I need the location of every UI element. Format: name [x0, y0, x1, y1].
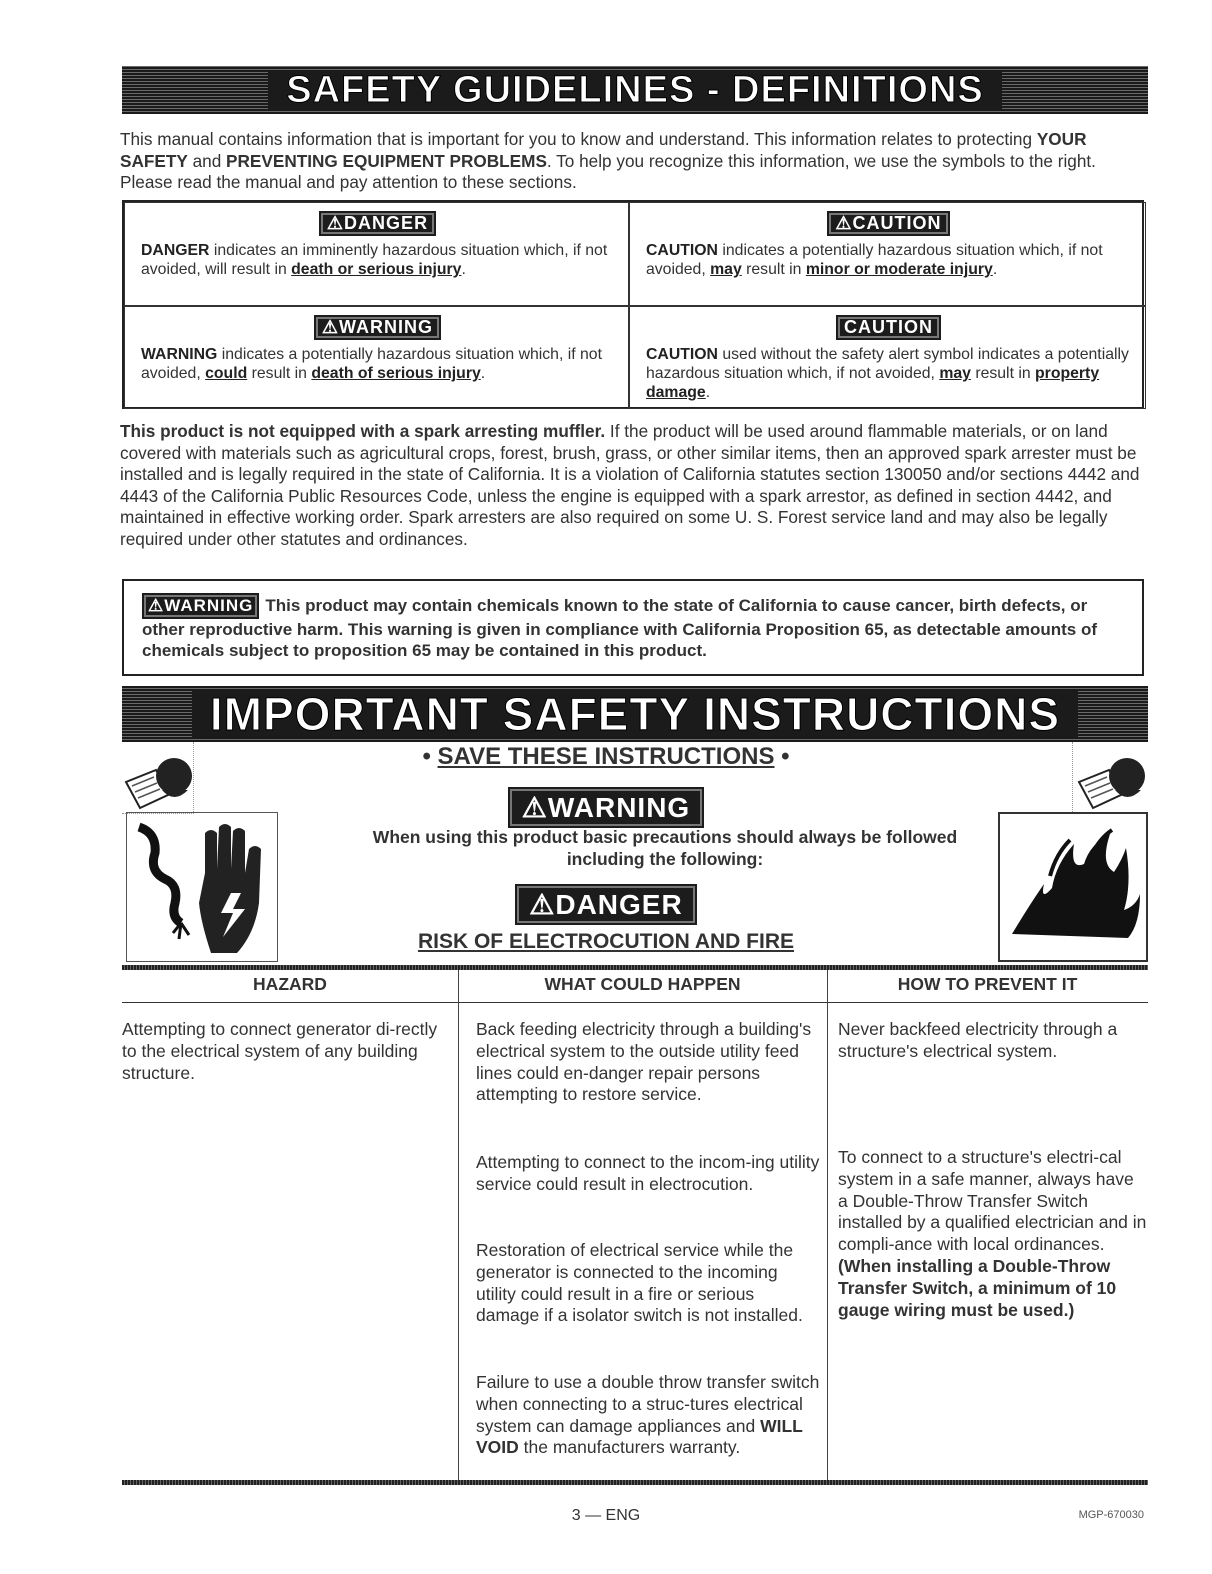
prevent-cell-2-text: To connect to a structure's electri-cal system in a safe manner, always have a Double-Throw Transfer Switch installed by a qualified electrician and in compli-ance with local ordinances. — [838, 1147, 1147, 1255]
caution-alert-may: may — [710, 261, 742, 278]
warning-definition — [124, 306, 629, 409]
warning-word: WARNING — [141, 346, 218, 363]
bullet-left: • — [422, 743, 431, 770]
danger-end: . — [461, 261, 466, 278]
column-divider-1 — [458, 970, 459, 1480]
header-how-to-prevent: HOW TO PREVENT IT — [897, 974, 1078, 994]
bullet-right: • — [781, 743, 790, 770]
risk-title: RISK OF ELECTROCUTION AND FIRE — [417, 930, 795, 953]
intro-text-1: This manual contains information that is important for you to know and understand. This information relates to protecting — [120, 129, 1037, 149]
important-safety-title: IMPORTANT SAFETY INSTRUCTIONS — [192, 691, 1078, 737]
spark-bold: This product is not equipped with a spark arresting muffler. — [120, 421, 606, 441]
column-divider-2 — [827, 970, 828, 1480]
what-cell-4-text1: Failure to use a double throw transfer switch when connecting to a struc-tures electrical system can damage appliances and — [476, 1372, 820, 1436]
intro-bold-preventing: PREVENTING EQUIPMENT PROBLEMS — [226, 150, 547, 171]
danger-emph: death or serious injury — [291, 261, 462, 278]
save-instructions-line — [0, 743, 1212, 771]
hazard-cell: Attempting to connect generator di-rectly to the electrical system of any building structure. — [122, 1019, 438, 1083]
prop65-text: This product may contain chemicals known to the state of California to cause cancer, birth defects, or other reproductive harm. This warning is given in compliance with California Proposition 65, as detectable amounts of chemicals subject to proposition 65 may be contained in this product. — [142, 596, 1098, 660]
danger-text: indicates an imminently hazardous situation which, if not avoided, will result in — [141, 242, 608, 278]
warning-text: indicates a potentially hazardous situation which, if not avoided, — [141, 346, 602, 382]
caution-plain-badge: CAUTION — [836, 315, 941, 340]
important-safety-banner — [122, 686, 1148, 742]
precautions-text: When using this product basic precautions should always be followed including the following: — [372, 827, 958, 869]
what-cell-4 — [476, 1372, 821, 1459]
intro-text-2: and — [187, 150, 227, 171]
intro-text-3: . To help you recognize this information, we use the symbols to the right. Please read the manual and pay attention to these sections. — [120, 150, 1096, 192]
what-cell-1: Back feeding electricity through a building's electrical system to the outside utility feed lines could en-danger repair persons attempting to restore service. — [476, 1019, 812, 1105]
table-top-rule — [122, 965, 1148, 970]
caution-alert-text: indicates a potentially hazardous situation which, if not avoided, — [646, 242, 1103, 278]
caution-alert-emph: minor or moderate injury — [805, 261, 993, 278]
table-bottom-rule — [122, 1480, 1148, 1485]
warning-emph: death of serious injury — [311, 365, 481, 382]
intro-paragraph — [120, 129, 1150, 194]
caution-alert-definition — [629, 202, 1146, 306]
prop65-badge: ⚠WARNING — [142, 593, 259, 619]
what-cell-4-bold: WILL VOID — [476, 1415, 803, 1458]
danger-badge: ⚠DANGER — [319, 211, 436, 236]
caution-plain-may: may — [939, 365, 971, 382]
caution-alert-badge: ⚠CAUTION — [827, 211, 949, 236]
header-what-could-happen: WHAT COULD HAPPEN — [544, 974, 741, 994]
caution-plain-emph: property damage — [646, 365, 1100, 401]
caution-alert-word: CAUTION — [646, 242, 718, 259]
header-rule — [122, 1002, 1148, 1003]
what-cell-3: Restoration of electrical service while the generator is connected to the incoming utility could result in a fire or serious damage if a isolator switch is not installed. — [476, 1240, 803, 1326]
intro-bold-your-safety: YOUR SAFETY — [120, 129, 1087, 171]
danger-badge-wrap — [0, 884, 1212, 925]
what-cell-4-text2: the manufacturers warranty. — [518, 1437, 741, 1458]
caution-plain-word: CAUTION — [646, 346, 718, 363]
caution-plain-end: . — [705, 384, 711, 401]
header-hazard: HAZARD — [253, 974, 327, 994]
page-number: 3 — ENG — [571, 1507, 641, 1524]
caution-alert-mid: result in — [741, 261, 806, 278]
save-instructions-text: SAVE THESE INSTRUCTIONS — [437, 743, 775, 770]
spark-text: If the product will be used around flammable materials, or on land covered with materials such as agricultural crops, forest, brush, grass, or other similar items, then an approved spark arrester must be installed and is legally required in the state of California. It is a violation of California statutes section 130050 and/or sections 4442 and 4443 of the California Public Resources Code, unless the engine is equipped with a spark arrestor, as defined in section 4442, and maintained in effective working order. Spark arresters are also required on some U. S. Forest service land and may also be legally required under other statutes and ordinances. — [120, 421, 1140, 549]
warning-badge-wrap — [0, 787, 1212, 828]
caution-alert-end: . — [992, 261, 998, 278]
danger-badge-large: ⚠DANGER — [515, 884, 696, 925]
warning-badge: ⚠WARNING — [314, 315, 441, 340]
safety-guidelines-title: SAFETY GUIDELINES - DEFINITIONS — [268, 71, 1001, 109]
warning-end: . — [480, 365, 486, 382]
prop65-warning-box — [122, 579, 1144, 676]
document-code: MGP-670030 — [1078, 1509, 1144, 1521]
danger-definition — [124, 202, 629, 306]
caution-plain-definition — [629, 306, 1146, 409]
caution-plain-text: used without the safety alert symbol indicates a potentially hazardous situation which, if not avoided, — [646, 346, 1129, 382]
spark-arrester-paragraph — [120, 421, 1150, 550]
danger-word: DANGER — [141, 242, 210, 259]
signal-word-table — [122, 200, 1144, 409]
warning-badge-large: ⚠WARNING — [508, 787, 704, 828]
safety-guidelines-banner — [122, 66, 1148, 114]
prevent-cell-1: Never backfeed electricity through a structure's electrical system. — [838, 1019, 1118, 1061]
warning-could: could — [205, 365, 248, 382]
what-cell-2: Attempting to connect to the incom-ing utility service could result in electrocution. — [476, 1152, 820, 1194]
warning-mid: result in — [247, 365, 312, 382]
prevent-cell-2 — [838, 1147, 1148, 1321]
prevent-cell-2-bold: (When installing a Double-Throw Transfer Switch, a minimum of 10 gauge wiring must be used.) — [838, 1255, 1117, 1320]
caution-plain-mid: result in — [970, 365, 1036, 382]
